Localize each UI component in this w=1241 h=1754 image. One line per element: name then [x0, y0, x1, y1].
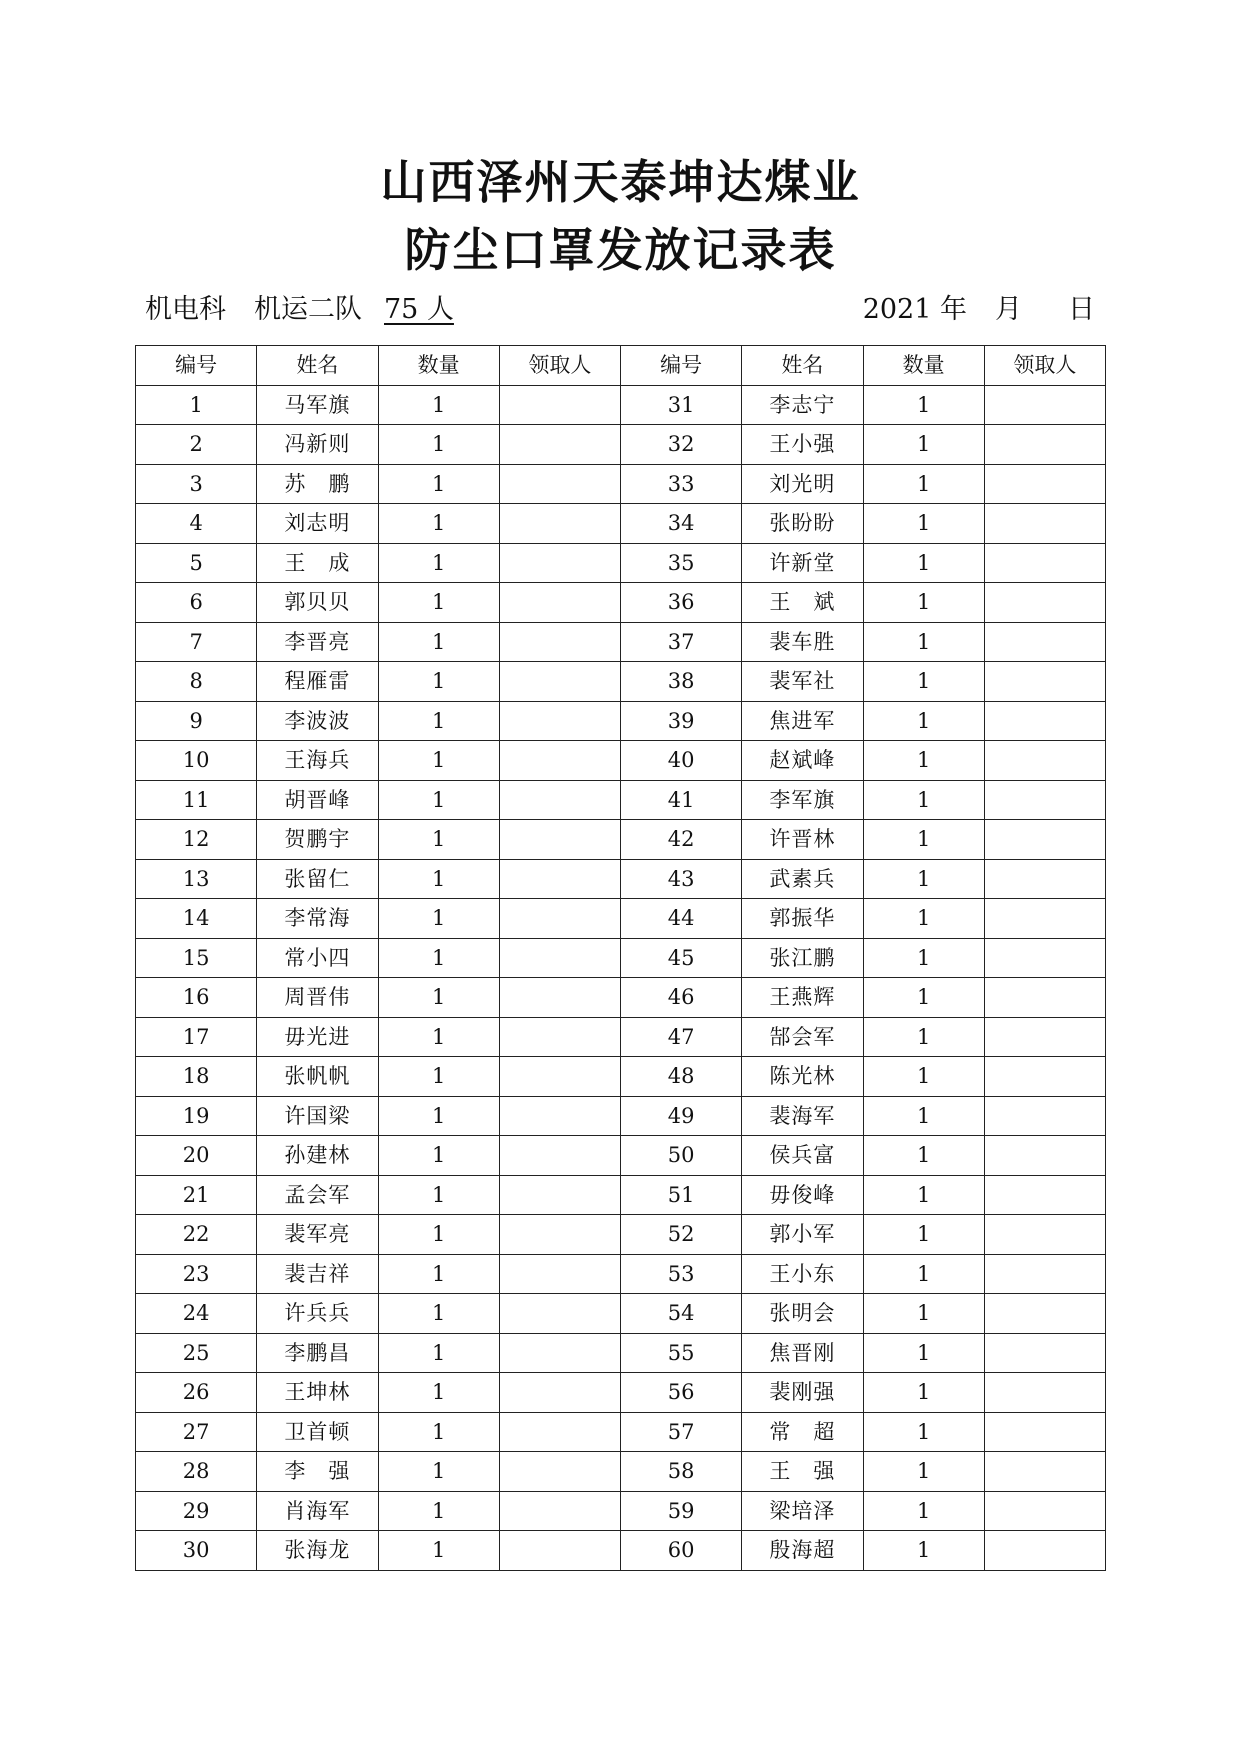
- cell-number: 4: [136, 504, 257, 544]
- table-row: [136, 820, 1106, 860]
- cell-recipient-signature: [499, 820, 620, 860]
- table-row: [136, 1491, 1106, 1531]
- cell-name: 张盼盼: [742, 504, 863, 544]
- table-row: [136, 938, 1106, 978]
- cell-number: 60: [621, 1531, 742, 1571]
- cell-recipient-signature: [984, 1412, 1105, 1452]
- cell-number: 49: [621, 1096, 742, 1136]
- cell-quantity: 1: [863, 583, 984, 623]
- cell-name: 许晋林: [742, 820, 863, 860]
- column-header-name: 姓名: [742, 346, 863, 386]
- table-row: [136, 1254, 1106, 1294]
- cell-recipient-signature: [499, 583, 620, 623]
- cell-name: 张明会: [742, 1294, 863, 1334]
- cell-recipient-signature: [984, 780, 1105, 820]
- cell-number: 36: [621, 583, 742, 623]
- cell-recipient-signature: [499, 1412, 620, 1452]
- cell-name: 武素兵: [742, 859, 863, 899]
- cell-quantity: 1: [378, 701, 499, 741]
- cell-name: 张海龙: [257, 1531, 378, 1571]
- cell-name: 王小东: [742, 1254, 863, 1294]
- cell-name: 张留仁: [257, 859, 378, 899]
- cell-quantity: 1: [863, 1096, 984, 1136]
- cell-name: 郭小军: [742, 1215, 863, 1255]
- cell-number: 41: [621, 780, 742, 820]
- cell-number: 25: [136, 1333, 257, 1373]
- table-row: [136, 1452, 1106, 1492]
- cell-name: 孟会军: [257, 1175, 378, 1215]
- table-row: [136, 504, 1106, 544]
- cell-number: 58: [621, 1452, 742, 1492]
- cell-name: 裴刚强: [742, 1373, 863, 1413]
- cell-number: 17: [136, 1017, 257, 1057]
- cell-recipient-signature: [984, 583, 1105, 623]
- cell-number: 46: [621, 978, 742, 1018]
- cell-name: 焦进军: [742, 701, 863, 741]
- cell-name: 刘志明: [257, 504, 378, 544]
- cell-recipient-signature: [499, 1017, 620, 1057]
- column-header-recipient: 领取人: [984, 346, 1105, 386]
- cell-recipient-signature: [499, 1333, 620, 1373]
- cell-quantity: 1: [863, 701, 984, 741]
- cell-quantity: 1: [378, 1215, 499, 1255]
- cell-number: 23: [136, 1254, 257, 1294]
- cell-number: 52: [621, 1215, 742, 1255]
- cell-quantity: 1: [378, 425, 499, 465]
- cell-recipient-signature: [984, 1452, 1105, 1492]
- cell-number: 18: [136, 1057, 257, 1097]
- cell-name: 郭振华: [742, 899, 863, 939]
- cell-name: 郭贝贝: [257, 583, 378, 623]
- cell-name: 侯兵富: [742, 1136, 863, 1176]
- cell-name: 王 成: [257, 543, 378, 583]
- cell-quantity: 1: [863, 464, 984, 504]
- cell-name: 贺鹏宇: [257, 820, 378, 860]
- cell-quantity: 1: [378, 1096, 499, 1136]
- cell-number: 40: [621, 741, 742, 781]
- cell-quantity: 1: [863, 1373, 984, 1413]
- cell-number: 22: [136, 1215, 257, 1255]
- cell-name: 李晋亮: [257, 622, 378, 662]
- column-header-quantity: 数量: [863, 346, 984, 386]
- cell-recipient-signature: [499, 899, 620, 939]
- cell-recipient-signature: [499, 622, 620, 662]
- cell-number: 50: [621, 1136, 742, 1176]
- table-row: [136, 741, 1106, 781]
- cell-recipient-signature: [499, 701, 620, 741]
- date-day: 日: [1068, 294, 1095, 325]
- column-header-quantity: 数量: [378, 346, 499, 386]
- cell-recipient-signature: [984, 899, 1105, 939]
- table-row: [136, 899, 1106, 939]
- cell-quantity: 1: [863, 820, 984, 860]
- record-header: [145, 290, 1095, 330]
- cell-name: 许国梁: [257, 1096, 378, 1136]
- cell-recipient-signature: [499, 425, 620, 465]
- cell-recipient-signature: [984, 741, 1105, 781]
- cell-quantity: 1: [863, 1215, 984, 1255]
- cell-recipient-signature: [499, 1175, 620, 1215]
- table-row: [136, 1373, 1106, 1413]
- cell-quantity: 1: [863, 1254, 984, 1294]
- cell-recipient-signature: [984, 385, 1105, 425]
- cell-number: 20: [136, 1136, 257, 1176]
- cell-number: 10: [136, 741, 257, 781]
- headcount-field: 75 人: [384, 294, 454, 325]
- cell-recipient-signature: [984, 1333, 1105, 1373]
- cell-quantity: 1: [863, 859, 984, 899]
- cell-number: 42: [621, 820, 742, 860]
- cell-recipient-signature: [499, 1136, 620, 1176]
- cell-recipient-signature: [984, 938, 1105, 978]
- cell-recipient-signature: [499, 385, 620, 425]
- cell-name: 毋俊峰: [742, 1175, 863, 1215]
- cell-quantity: 1: [378, 1175, 499, 1215]
- cell-name: 赵斌峰: [742, 741, 863, 781]
- cell-quantity: 1: [863, 1294, 984, 1334]
- cell-recipient-signature: [499, 978, 620, 1018]
- record-date: [863, 290, 1095, 330]
- cell-recipient-signature: [499, 662, 620, 702]
- cell-quantity: 1: [378, 1294, 499, 1334]
- date-year: 2021 年: [862, 294, 967, 325]
- cell-quantity: 1: [378, 1136, 499, 1176]
- cell-quantity: 1: [863, 1057, 984, 1097]
- cell-name: 梁培泽: [742, 1491, 863, 1531]
- cell-quantity: 1: [378, 622, 499, 662]
- cell-recipient-signature: [984, 1215, 1105, 1255]
- cell-number: 6: [136, 583, 257, 623]
- cell-quantity: 1: [378, 1452, 499, 1492]
- cell-number: 15: [136, 938, 257, 978]
- table-row: [136, 583, 1106, 623]
- cell-number: 54: [621, 1294, 742, 1334]
- distribution-table: [135, 345, 1106, 1571]
- cell-quantity: 1: [378, 1491, 499, 1531]
- cell-quantity: 1: [863, 425, 984, 465]
- cell-recipient-signature: [984, 820, 1105, 860]
- cell-recipient-signature: [984, 1017, 1105, 1057]
- cell-quantity: 1: [378, 385, 499, 425]
- cell-quantity: 1: [378, 1412, 499, 1452]
- cell-quantity: 1: [378, 899, 499, 939]
- table-row: [136, 780, 1106, 820]
- cell-number: 53: [621, 1254, 742, 1294]
- cell-number: 51: [621, 1175, 742, 1215]
- cell-number: 28: [136, 1452, 257, 1492]
- table-row: [136, 385, 1106, 425]
- cell-number: 55: [621, 1333, 742, 1373]
- cell-quantity: 1: [863, 1452, 984, 1492]
- cell-quantity: 1: [378, 820, 499, 860]
- cell-recipient-signature: [499, 1294, 620, 1334]
- cell-name: 焦晋刚: [742, 1333, 863, 1373]
- cell-number: 8: [136, 662, 257, 702]
- table-row: [136, 1136, 1106, 1176]
- cell-recipient-signature: [984, 1057, 1105, 1097]
- table-row: [136, 1215, 1106, 1255]
- cell-recipient-signature: [499, 1531, 620, 1571]
- cell-name: 李军旗: [742, 780, 863, 820]
- table-row: [136, 622, 1106, 662]
- cell-name: 张帆帆: [257, 1057, 378, 1097]
- cell-name: 李鹏昌: [257, 1333, 378, 1373]
- cell-quantity: 1: [863, 1175, 984, 1215]
- cell-quantity: 1: [378, 583, 499, 623]
- cell-number: 5: [136, 543, 257, 583]
- cell-quantity: 1: [863, 741, 984, 781]
- cell-recipient-signature: [984, 662, 1105, 702]
- cell-recipient-signature: [984, 504, 1105, 544]
- cell-number: 39: [621, 701, 742, 741]
- table-row: [136, 1531, 1106, 1571]
- cell-recipient-signature: [984, 1294, 1105, 1334]
- cell-quantity: 1: [378, 1373, 499, 1413]
- cell-name: 王 强: [742, 1452, 863, 1492]
- column-header-number: 编号: [136, 346, 257, 386]
- cell-recipient-signature: [984, 1136, 1105, 1176]
- cell-quantity: 1: [863, 1333, 984, 1373]
- cell-number: 43: [621, 859, 742, 899]
- cell-name: 殷海超: [742, 1531, 863, 1571]
- cell-recipient-signature: [984, 859, 1105, 899]
- cell-quantity: 1: [863, 1491, 984, 1531]
- cell-number: 30: [136, 1531, 257, 1571]
- cell-quantity: 1: [378, 1057, 499, 1097]
- table-body: [136, 385, 1106, 1570]
- cell-recipient-signature: [984, 622, 1105, 662]
- cell-recipient-signature: [984, 701, 1105, 741]
- cell-recipient-signature: [499, 1452, 620, 1492]
- column-header-number: 编号: [621, 346, 742, 386]
- cell-name: 孙建林: [257, 1136, 378, 1176]
- cell-recipient-signature: [499, 464, 620, 504]
- table-row: [136, 1412, 1106, 1452]
- team-label: 机运二队: [254, 294, 362, 325]
- cell-quantity: 1: [378, 662, 499, 702]
- cell-number: 38: [621, 662, 742, 702]
- cell-name: 裴吉祥: [257, 1254, 378, 1294]
- table-row: [136, 978, 1106, 1018]
- table-row: [136, 425, 1106, 465]
- table-row: [136, 1294, 1106, 1334]
- cell-quantity: 1: [863, 1136, 984, 1176]
- cell-number: 56: [621, 1373, 742, 1413]
- cell-number: 16: [136, 978, 257, 1018]
- cell-name: 常小四: [257, 938, 378, 978]
- cell-number: 19: [136, 1096, 257, 1136]
- cell-name: 卫首顿: [257, 1412, 378, 1452]
- column-header-recipient: 领取人: [499, 346, 620, 386]
- cell-quantity: 1: [378, 1017, 499, 1057]
- cell-number: 2: [136, 425, 257, 465]
- cell-quantity: 1: [863, 899, 984, 939]
- cell-quantity: 1: [863, 385, 984, 425]
- cell-quantity: 1: [863, 1017, 984, 1057]
- cell-name: 肖海军: [257, 1491, 378, 1531]
- cell-quantity: 1: [378, 780, 499, 820]
- table-row: [136, 859, 1106, 899]
- cell-recipient-signature: [984, 425, 1105, 465]
- table-row: [136, 1175, 1106, 1215]
- cell-name: 王小强: [742, 425, 863, 465]
- cell-recipient-signature: [499, 780, 620, 820]
- department-label: 机电科: [145, 294, 226, 325]
- column-header-name: 姓名: [257, 346, 378, 386]
- cell-name: 毋光进: [257, 1017, 378, 1057]
- cell-name: 王 斌: [742, 583, 863, 623]
- table-header-row: [136, 346, 1106, 386]
- cell-name: 许兵兵: [257, 1294, 378, 1334]
- table-row: [136, 464, 1106, 504]
- table-row: [136, 701, 1106, 741]
- cell-number: 26: [136, 1373, 257, 1413]
- cell-number: 47: [621, 1017, 742, 1057]
- cell-number: 21: [136, 1175, 257, 1215]
- cell-quantity: 1: [378, 741, 499, 781]
- cell-name: 郜会军: [742, 1017, 863, 1057]
- table-row: [136, 543, 1106, 583]
- cell-quantity: 1: [863, 504, 984, 544]
- cell-number: 31: [621, 385, 742, 425]
- cell-name: 裴海军: [742, 1096, 863, 1136]
- cell-name: 马军旗: [257, 385, 378, 425]
- cell-recipient-signature: [984, 978, 1105, 1018]
- cell-number: 3: [136, 464, 257, 504]
- cell-quantity: 1: [863, 1412, 984, 1452]
- cell-quantity: 1: [378, 504, 499, 544]
- cell-recipient-signature: [499, 504, 620, 544]
- cell-quantity: 1: [863, 978, 984, 1018]
- cell-quantity: 1: [378, 978, 499, 1018]
- table-row: [136, 1017, 1106, 1057]
- cell-name: 裴军社: [742, 662, 863, 702]
- cell-quantity: 1: [378, 938, 499, 978]
- document-title: 山西泽州天泰坤达煤业: [380, 155, 861, 209]
- cell-recipient-signature: [499, 1096, 620, 1136]
- cell-name: 李波波: [257, 701, 378, 741]
- cell-name: 王海兵: [257, 741, 378, 781]
- cell-recipient-signature: [984, 543, 1105, 583]
- cell-recipient-signature: [499, 938, 620, 978]
- cell-name: 许新堂: [742, 543, 863, 583]
- cell-recipient-signature: [984, 1531, 1105, 1571]
- cell-number: 11: [136, 780, 257, 820]
- cell-number: 27: [136, 1412, 257, 1452]
- cell-recipient-signature: [984, 1254, 1105, 1294]
- table-row: [136, 1057, 1106, 1097]
- cell-number: 59: [621, 1491, 742, 1531]
- cell-name: 李志宁: [742, 385, 863, 425]
- date-month: 月: [995, 294, 1022, 325]
- cell-quantity: 1: [863, 1531, 984, 1571]
- cell-recipient-signature: [499, 1491, 620, 1531]
- cell-quantity: 1: [863, 662, 984, 702]
- cell-number: 32: [621, 425, 742, 465]
- cell-number: 1: [136, 385, 257, 425]
- cell-recipient-signature: [984, 1096, 1105, 1136]
- cell-number: 13: [136, 859, 257, 899]
- cell-name: 常 超: [742, 1412, 863, 1452]
- cell-name: 苏 鹏: [257, 464, 378, 504]
- cell-number: 45: [621, 938, 742, 978]
- cell-number: 37: [621, 622, 742, 662]
- cell-quantity: 1: [863, 938, 984, 978]
- cell-name: 裴车胜: [742, 622, 863, 662]
- cell-number: 24: [136, 1294, 257, 1334]
- table-row: [136, 1096, 1106, 1136]
- cell-recipient-signature: [499, 1057, 620, 1097]
- cell-number: 48: [621, 1057, 742, 1097]
- cell-quantity: 1: [863, 622, 984, 662]
- cell-name: 李 强: [257, 1452, 378, 1492]
- cell-recipient-signature: [984, 1491, 1105, 1531]
- cell-quantity: 1: [378, 464, 499, 504]
- cell-recipient-signature: [984, 1373, 1105, 1413]
- cell-recipient-signature: [984, 464, 1105, 504]
- cell-name: 胡晋峰: [257, 780, 378, 820]
- cell-name: 裴军亮: [257, 1215, 378, 1255]
- cell-name: 刘光明: [742, 464, 863, 504]
- document-subtitle: 防尘口罩发放记录表: [404, 223, 837, 277]
- table-row: [136, 1333, 1106, 1373]
- cell-recipient-signature: [499, 859, 620, 899]
- cell-recipient-signature: [499, 1254, 620, 1294]
- cell-name: 周晋伟: [257, 978, 378, 1018]
- cell-number: 9: [136, 701, 257, 741]
- cell-recipient-signature: [499, 543, 620, 583]
- record-header-left: [145, 290, 460, 330]
- cell-recipient-signature: [499, 1215, 620, 1255]
- cell-name: 李常海: [257, 899, 378, 939]
- cell-quantity: 1: [378, 543, 499, 583]
- cell-number: 34: [621, 504, 742, 544]
- cell-recipient-signature: [984, 1175, 1105, 1215]
- cell-name: 王燕辉: [742, 978, 863, 1018]
- cell-quantity: 1: [378, 1333, 499, 1373]
- cell-recipient-signature: [499, 741, 620, 781]
- cell-quantity: 1: [378, 1531, 499, 1571]
- cell-quantity: 1: [863, 780, 984, 820]
- cell-recipient-signature: [499, 1373, 620, 1413]
- cell-number: 44: [621, 899, 742, 939]
- cell-quantity: 1: [378, 859, 499, 899]
- cell-number: 29: [136, 1491, 257, 1531]
- cell-name: 程雁雷: [257, 662, 378, 702]
- cell-number: 33: [621, 464, 742, 504]
- cell-name: 冯新则: [257, 425, 378, 465]
- cell-number: 7: [136, 622, 257, 662]
- table-row: [136, 662, 1106, 702]
- cell-quantity: 1: [378, 1254, 499, 1294]
- cell-name: 王坤林: [257, 1373, 378, 1413]
- cell-number: 35: [621, 543, 742, 583]
- cell-quantity: 1: [863, 543, 984, 583]
- cell-number: 57: [621, 1412, 742, 1452]
- cell-name: 陈光林: [742, 1057, 863, 1097]
- cell-number: 14: [136, 899, 257, 939]
- cell-number: 12: [136, 820, 257, 860]
- cell-name: 张江鹏: [742, 938, 863, 978]
